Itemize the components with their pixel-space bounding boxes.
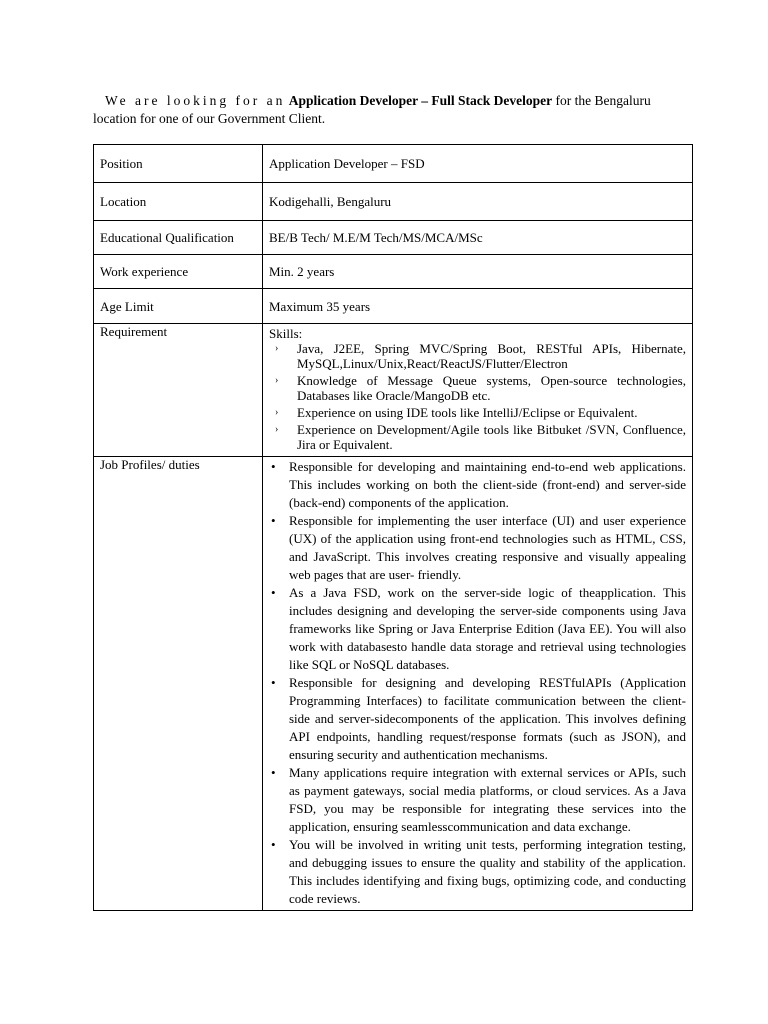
intro-paragraph: [93, 92, 673, 128]
requirement-label: Requirement: [94, 324, 263, 457]
education-value: BE/B Tech/ M.E/M Tech/MS/MCA/MSc: [263, 221, 693, 255]
bullet-icon: •: [271, 459, 276, 474]
skills-heading: Skills:: [269, 326, 303, 341]
location-value: Kodigehalli, Bengaluru: [263, 183, 693, 221]
table-row-duties: [94, 457, 693, 911]
bullet-icon: ›: [275, 375, 279, 386]
table-row-requirement: [94, 324, 693, 457]
list-item: › Java, J2EE, Spring MVC/Spring Boot, RESTful APIs, Hibernate, MySQL,Linux/Unix,React/ReactJS/Flutter/Electron: [275, 341, 686, 371]
duties-value: [263, 457, 693, 911]
skills-list: [269, 341, 686, 456]
job-details-table: [93, 144, 693, 911]
position-value: Application Developer – FSD: [263, 145, 693, 183]
bullet-icon: ›: [275, 424, 279, 435]
experience-label: Work experience: [94, 255, 263, 289]
bullet-icon: •: [271, 765, 276, 780]
education-label: Educational Qualification: [94, 221, 263, 255]
list-item: • Responsible for implementing the user interface (UI) and user experience (UX) of the application using front-end technologies such as HTML, CSS, and JavaScript. This involves creating responsive and visually appealing web pages that are user- friendly.: [271, 513, 686, 582]
table-row-age: [94, 289, 693, 324]
age-label: Age Limit: [94, 289, 263, 324]
list-item: › Knowledge of Message Queue systems, Open-source technologies, Databases like Oracle/MangoDB etc.: [275, 373, 686, 403]
bullet-icon: •: [271, 837, 276, 852]
intro-role: Application Developer – Full Stack Developer: [288, 93, 553, 108]
age-value: Maximum 35 years: [263, 289, 693, 324]
intro-prefix: We are looking for an: [105, 93, 286, 108]
table-row-location: [94, 183, 693, 221]
table-row-experience: [94, 255, 693, 289]
bullet-icon: •: [271, 675, 276, 690]
list-item: • Responsible for developing and maintaining end-to-end web applications. This includes working on both the client-side (front-end) and server-side (back-end) components of the application.: [271, 459, 686, 510]
table-row-education: [94, 221, 693, 255]
list-item: › Experience on Development/Agile tools like Bitbuket /SVN, Confluence, Jira or Equivalent.: [275, 422, 686, 452]
intro-suffix: for the Bengaluru location for one of our Government Client.: [93, 93, 651, 126]
bullet-icon: •: [271, 513, 276, 528]
location-label: Location: [94, 183, 263, 221]
list-item: • As a Java FSD, work on the server-side logic of theapplication. This includes designing and developing the server-side components using Java frameworks like Spring or Java Enterprise Edition (Java EE). You will also work with databasesto handle data storage and retrieval using technologies like SQL or NoSQL databases.: [271, 585, 686, 672]
bullet-icon: ›: [275, 407, 279, 418]
list-item: • Responsible for designing and developing RESTfulAPIs (Application Programming Interfaces) to facilitate communication between the client-side and server-sidecomponents of the application. This involves defining API endpoints, handling request/response formats (such as JSON), and ensuring security and authentication mechanisms.: [271, 675, 686, 762]
bullet-icon: •: [271, 585, 276, 600]
table-row-position: [94, 145, 693, 183]
bullet-icon: ›: [275, 343, 279, 354]
list-item: • Many applications require integration with external services or APIs, such as payment gateways, social media platforms, or cloud services. As a Java FSD, you may be responsible for integrating these services into the application, ensuring seamlesscommunication and data exchange.: [271, 765, 686, 834]
duties-label: Job Profiles/ duties: [94, 457, 263, 911]
list-item: › Experience on using IDE tools like IntelliJ/Eclipse or Equivalent.: [275, 405, 638, 420]
duties-list: [269, 457, 686, 910]
requirement-value: [263, 324, 693, 457]
experience-value: Min. 2 years: [263, 255, 693, 289]
list-item: • You will be involved in writing unit tests, performing integration testing, and debugging issues to ensure the quality and stability of the application. This includes identifying and fixing bugs, optimizing code, and conducting code reviews.: [271, 837, 686, 906]
position-label: Position: [94, 145, 263, 183]
